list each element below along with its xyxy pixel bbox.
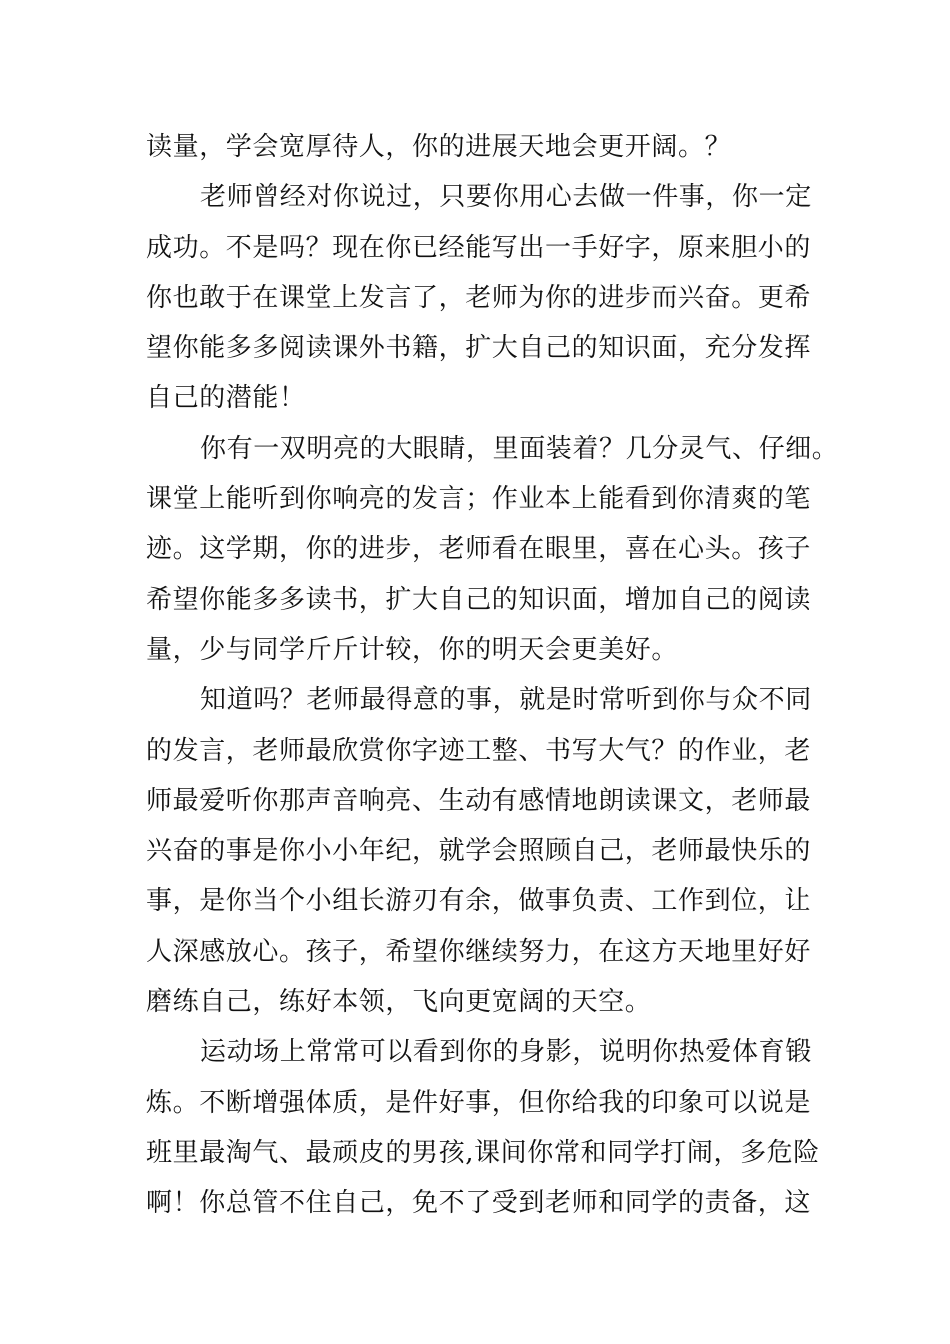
text-line: 老师曾经对你说过，只要你用心去做一件事，你一定	[200, 182, 812, 213]
text-line: 希望你能多多读书，扩大自己的知识面，增加自己的阅读	[146, 584, 812, 615]
text-line: 兴奋的事是你小小年纪，就学会照顾自己，老师最快乐的	[146, 836, 812, 867]
text-line: 师最爱听你那声音响亮、生动有感情地朗读课文，老师最	[146, 785, 812, 816]
document-body	[146, 122, 846, 1229]
text-line: 知道吗？老师最得意的事，就是时常听到你与众不同	[200, 685, 812, 716]
text-line: 成功。不是吗？现在你已经能写出一手好字，原来胆小的	[146, 232, 812, 263]
text-line: 磨练自己，练好本领，飞向更宽阔的天空。	[146, 987, 652, 1018]
text-line: 你也敢于在课堂上发言了，老师为你的进步而兴奋。更希	[146, 282, 812, 313]
text-line: 迹。这学期，你的进步，老师看在眼里，喜在心头。孩子	[146, 534, 812, 565]
text-line: 的发言，老师最欣赏你字迹工整、书写大气？的作业，老	[146, 735, 812, 766]
text-line: 啊！你总管不住自己，免不了受到老师和同学的责备，这	[146, 1188, 812, 1219]
text-line: 望你能多多阅读课外书籍，扩大自己的知识面，充分发挥	[146, 333, 812, 364]
text-line: 运动场上常常可以看到你的身影，说明你热爱体育锻	[200, 1037, 812, 1068]
text-line: 自己的潜能！	[146, 383, 306, 414]
text-line: 人深感放心。孩子，希望你继续努力，在这方天地里好好	[146, 936, 812, 967]
text-line: 事，是你当个小组长游刃有余，做事负责、工作到位，让	[146, 886, 812, 917]
text-line: 量，少与同学斤斤计较，你的明天会更美好。	[146, 634, 679, 665]
text-line: 你有一双明亮的大眼睛，里面装着？几分灵气、仔细。	[200, 433, 839, 464]
text-line: 课堂上能听到你响亮的发言；作业本上能看到你清爽的笔	[146, 484, 812, 515]
text-line: 读量，学会宽厚待人，你的进展天地会更开阔。？	[146, 132, 732, 162]
text-line: 炼。不断增强体质，是件好事，但你给我的印象可以说是	[146, 1087, 812, 1118]
text-line: 班里最淘气、最顽皮的男孩,课间你常和同学打闹，多危险	[146, 1137, 820, 1168]
